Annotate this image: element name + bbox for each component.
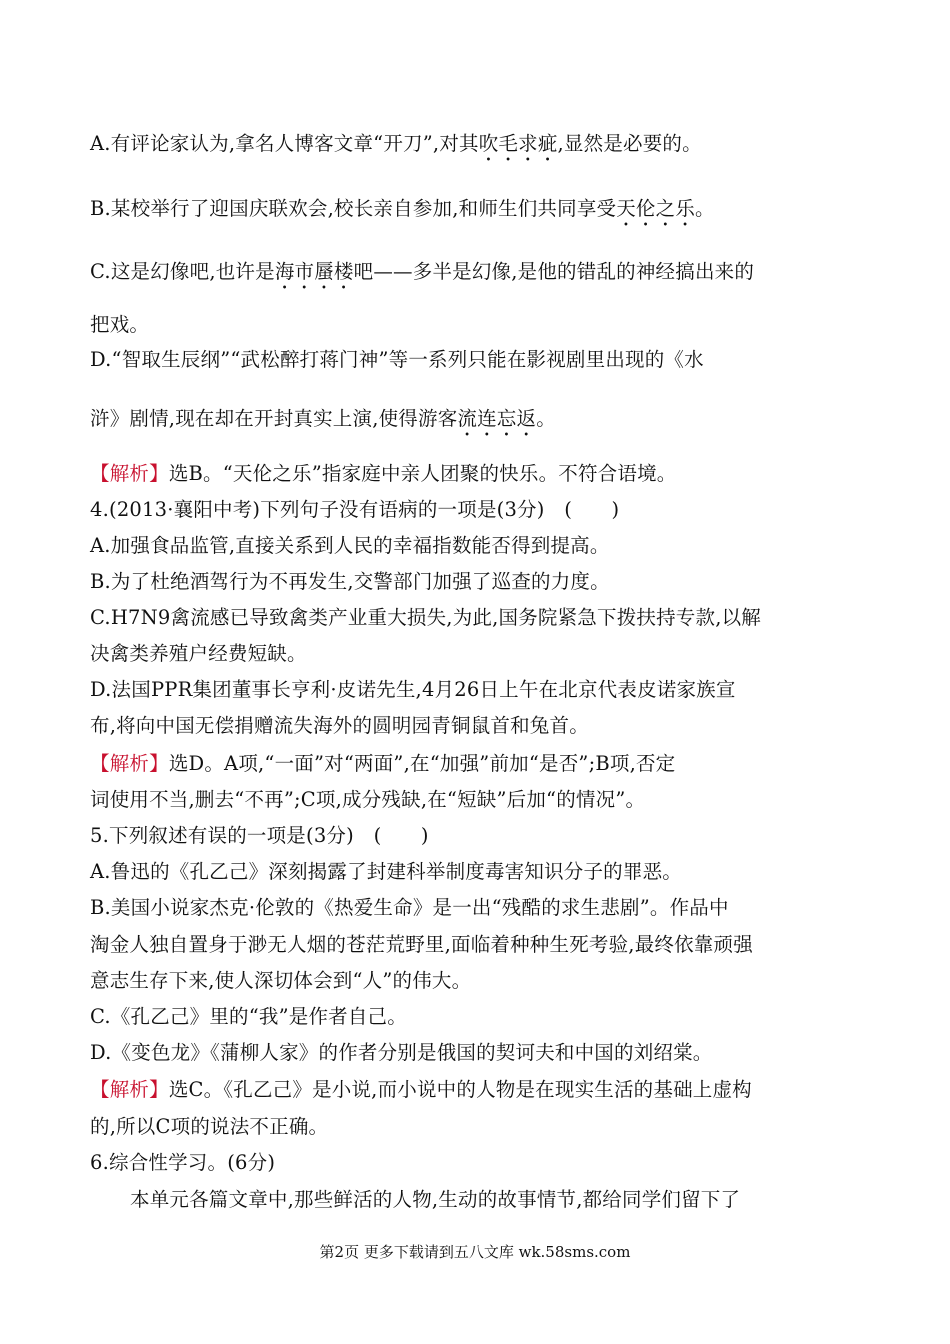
- option-d-prev-line2: [90, 405, 865, 441]
- question-4-option-a: A.加强食品监管,直接关系到人民的幸福指数能否得到提高。: [90, 534, 610, 557]
- question-5-option-b-line3: 意志生存下来,使人深切体会到“人”的伟大。: [90, 969, 472, 992]
- question-4-option-c-line2: 决禽类养殖户经费短缺。: [90, 642, 307, 665]
- dotted-idiom: 吹毛求疵: [478, 132, 558, 155]
- question-4-option-b: B.为了杜绝酒驾行为不再发生,交警部门加强了巡查的力度。: [90, 570, 610, 593]
- option-text: A.有评论家认为,拿名人博客文章“开刀”,对其: [90, 132, 479, 155]
- analysis-tag: 【解析】: [90, 752, 169, 775]
- question-5-stem: 5.下列叙述有误的一项是(3分) ( ): [90, 824, 429, 847]
- dotted-idiom: 海市蜃楼: [274, 260, 354, 283]
- question-5-option-d: D.《变色龙》《蒲柳人家》的作者分别是俄国的契诃夫和中国的刘绍棠。: [90, 1041, 713, 1064]
- option-text: C.这是幻像吧,也许是: [90, 260, 275, 283]
- analysis-text: 选C。《孔乙己》是小说,而小说中的人物是在现实生活的基础上虚构: [168, 1078, 752, 1101]
- option-a-prev: [90, 130, 865, 166]
- analysis-text: 选B。“天伦之乐”指家庭中亲人团聚的快乐。不符合语境。: [168, 462, 677, 485]
- question-4-analysis-line1: [90, 750, 865, 778]
- question-5-analysis-line2: 的,所以C项的说法不正确。: [90, 1115, 329, 1138]
- analysis-tag: 【解析】: [90, 1078, 169, 1101]
- option-c-prev: [90, 258, 865, 294]
- analysis-tag: 【解析】: [90, 462, 169, 485]
- option-d-prev-line1: D.“智取生辰纲”“武松醉打蒋门神”等一系列只能在影视剧里出现的《水: [90, 348, 704, 371]
- question-5-option-a: A.鲁迅的《孔乙己》深刻揭露了封建科举制度毒害知识分子的罪恶。: [90, 860, 682, 883]
- question-5-analysis-line1: [90, 1076, 865, 1104]
- option-text: 吧——多半是幻像,是他的错乱的神经搞出来的: [353, 260, 755, 283]
- question-4-option-d-line2: 布,将向中国无偿捐赠流失海外的圆明园青铜鼠首和兔首。: [90, 714, 589, 737]
- question-5-option-c: C.《孔乙己》里的“我”是作者自己。: [90, 1005, 407, 1028]
- analysis-3: [90, 460, 865, 488]
- question-6-stem: 6.综合性学习。(6分): [90, 1151, 276, 1174]
- dotted-idiom: 流连忘返: [457, 407, 537, 430]
- question-5-option-b-line2: 淘金人独自置身于渺无人烟的苍茫荒野里,面临着种种生死考验,最终依靠顽强: [90, 933, 753, 956]
- option-text: 浒》剧情,现在却在开封真实上演,使得游客: [90, 407, 458, 430]
- option-c-continuation: 把戏。: [90, 313, 150, 336]
- question-5-option-b-line1: B.美国小说家杰克·伦敦的《热爱生命》是一出“残酷的求生悲剧”。作品中: [90, 896, 729, 919]
- dotted-idiom: 天伦之乐: [616, 197, 696, 220]
- option-text: 。: [695, 197, 715, 220]
- option-b-prev: [90, 195, 865, 231]
- question-4-option-c-line1: C.H7N9禽流感已导致禽类产业重大损失,为此,国务院紧急下拨扶持专款,以解: [90, 606, 762, 629]
- question-4-stem: 4.(2013·襄阳中考)下列句子没有语病的一项是(3分) ( ): [90, 498, 620, 521]
- option-text: 。: [536, 407, 556, 430]
- analysis-text: 选D。A项,“一面”对“两面”,在“加强”前加“是否”;B项,否定: [168, 752, 676, 775]
- question-6-text: 本单元各篇文章中,那些鲜活的人物,生动的故事情节,都给同学们留下了: [130, 1188, 741, 1211]
- question-4-option-d-line1: D.法国PPR集团董事长亨利·皮诺先生,4月26日上午在北京代表皮诺家族宣: [90, 678, 736, 701]
- option-text: B.某校举行了迎国庆联欢会,校长亲自参加,和师生们共同享受: [90, 197, 617, 220]
- question-4-analysis-line2: 词使用不当,删去“不再”;C项,成分残缺,在“短缺”后加“的情况”。: [90, 788, 646, 811]
- page-footer: 第2页 更多下载请到五八文库 wk.58sms.com: [319, 1243, 631, 1261]
- option-text: ,显然是必要的。: [557, 132, 702, 155]
